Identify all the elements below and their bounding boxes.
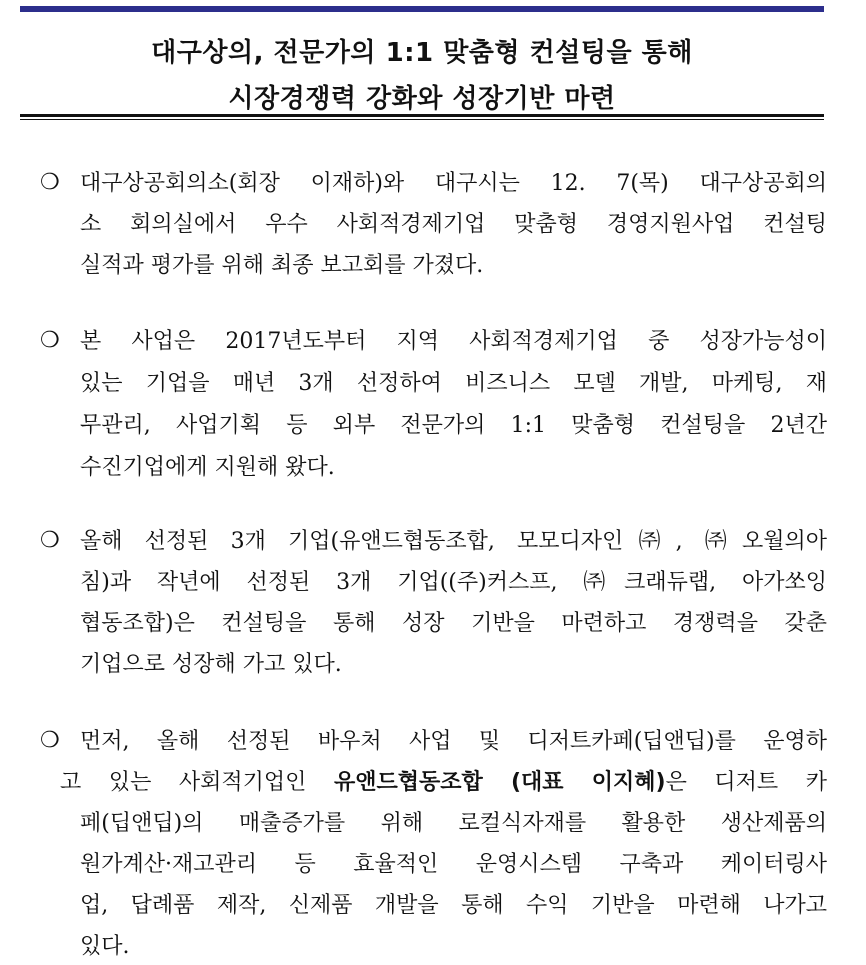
bullet-circle-icon: ❍ <box>40 528 60 553</box>
headline-line-1: 대구상의, 전문가의 1:1 맞춤형 컨설팅을 통해 <box>151 38 693 68</box>
paragraph-line: 수진기업에게 지원해 왔다. <box>80 455 335 480</box>
paragraph-line: 페(딥앤딥)의 매출증가를 위해 로컬식자재를 활용한 생산제품의 <box>80 811 827 836</box>
headline-line-2: 시장경쟁력 강화와 성장기반 마련 <box>228 84 616 114</box>
paragraph-line: 먼저, 올해 선정된 바우처 사업 및 디저트카페(딥앤딥)를 운영하 <box>80 729 827 754</box>
paragraph-line: 본 사업은 2017년도부터 지역 사회적경제기업 중 성장가능성이 <box>80 329 827 354</box>
paragraph-line: 있다. <box>80 934 130 959</box>
paragraph-text: 은 디저트 카 <box>665 770 827 795</box>
paragraph-line: 협동조합)은 컨설팅을 통해 성장 기반을 마련하고 경쟁력을 갖춘 <box>80 611 827 636</box>
paragraph-line-with-bold <box>60 765 827 801</box>
paragraph-line: 있는 기업을 매년 3개 선정하여 비즈니스 모델 개발, 마케팅, 재 <box>80 371 827 396</box>
title-rule-thick <box>20 114 824 117</box>
bullet-circle-icon: ❍ <box>40 328 60 353</box>
paragraph-line: 실적과 평가를 위해 최종 보고회를 가졌다. <box>80 253 484 278</box>
company-name-bold: 유앤드협동조합 (대표 이지혜) <box>333 770 666 795</box>
paragraph-line: 업, 답례품 제작, 신제품 개발을 통해 수익 기반을 마련해 나가고 <box>80 893 827 918</box>
paragraph-line: 올해 선정된 3개 기업(유앤드협동조합, 모모디자인㈜, ㈜오월의아 <box>80 529 827 554</box>
paragraph-line: 무관리, 사업기획 등 외부 전문가의 1:1 맞춤형 컨설팅을 2년간 <box>80 413 827 438</box>
paragraph-line: 기업으로 성장해 가고 있다. <box>80 652 342 677</box>
top-accent-bar <box>20 6 824 12</box>
bullet-circle-icon: ❍ <box>40 170 60 195</box>
paragraph-line: 대구상공회의소(회장 이재하)와 대구시는 12. 7(목) 대구상공회의 <box>80 171 827 196</box>
bullet-circle-icon: ❍ <box>40 728 60 753</box>
paragraph-text: 고 있는 사회적기업인 <box>60 770 334 795</box>
paragraph-line: 소 회의실에서 우수 사회적경제기업 맞춤형 경영지원사업 컨설팅 <box>80 212 827 237</box>
paragraph-line: 원가계산·재고관리 등 효율적인 운영시스템 구축과 케이터링사 <box>80 852 827 877</box>
title-rule-thin <box>20 119 824 120</box>
paragraph-line: 침)과 작년에 선정된 3개 기업((주)커스프, ㈜크래듀랩, 아가쏘잉 <box>80 570 827 595</box>
